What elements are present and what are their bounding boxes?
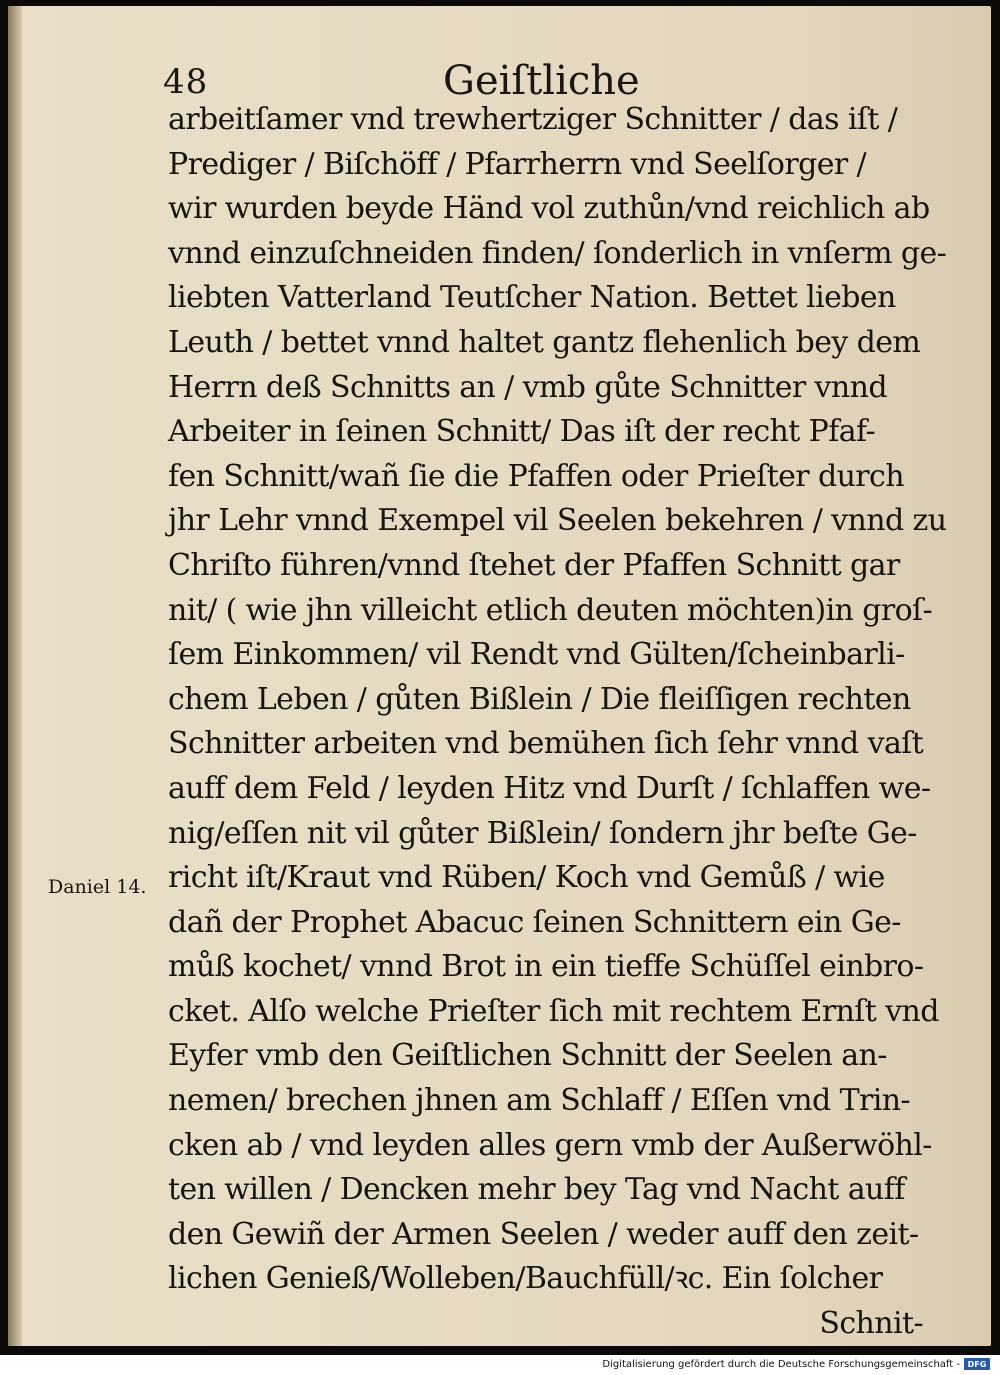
text-line: dañ der Prophet Abacuc ſeinen Schnittern ein Ge- — [168, 904, 901, 940]
text-line: liebten Vatterland Teutſcher Nation. Bettet lieben — [168, 280, 896, 316]
running-head — [8, 52, 991, 102]
text-line: nit/ ( wie jhn villeicht etlich deuten möchten)in groſ- — [168, 592, 933, 628]
text-line: cket. Alſo welche Prieſter ſich mit rechtem Ernſt vnd — [168, 993, 939, 1029]
margin-note: Daniel 14. — [48, 876, 147, 898]
text-line: den Gewiñ der Armen Seelen / weder auff den zeit- — [168, 1216, 919, 1252]
text-line: chem Leben / gůten Bißlein / Die fleiſſigen rechten — [168, 681, 911, 717]
text-line: fen Schnitt/wañ ſie die Pfaffen oder Prieſter durch — [168, 458, 904, 494]
text-line: wir wurden beyde Händ vol zuthůn/vnd reichlich ab — [168, 191, 930, 227]
text-line: vnnd einzuſchneiden finden/ ſonderlich in vnſerm ge- — [168, 235, 947, 271]
text-line: Leuth / bettet vnnd haltet gantz flehenlich bey dem — [168, 324, 921, 360]
catchword: Schnit- — [819, 1306, 923, 1342]
book-page — [8, 6, 991, 1346]
text-line: Prediger / Biſchöff / Pfarrherrn vnd Seelſorger / — [168, 146, 867, 182]
text-line: Herrn deß Schnitts an / vmb gůte Schnitter vnnd — [168, 369, 887, 405]
footer-credit: Digitalisierung gefördert durch die Deutsche Forschungsgemeinschaft - — [602, 1358, 960, 1370]
text-line: richt iſt/Kraut vnd Rüben/ Koch vnd Gemůß / wie — [168, 860, 885, 896]
text-line: jhr Lehr vnnd Exempel vil Seelen bekehren / vnnd zu — [168, 503, 947, 539]
text-line: lichen Genieß/Wolleben/Bauchfüll/ꝛc. Ein ſolcher — [168, 1261, 883, 1297]
running-head-title: Geiſtliche — [443, 58, 640, 104]
text-line: ten willen / Dencken mehr bey Tag vnd Nacht auff — [168, 1172, 905, 1208]
text-line: Eyfer vmb den Geiſtlichen Schnitt der Seelen an- — [168, 1038, 887, 1074]
footer — [602, 1358, 990, 1370]
page-number: 48 — [163, 62, 209, 102]
text-line: arbeitſamer vnd trewhertziger Schnitter / das iſt / — [168, 102, 898, 137]
text-line: auff dem Feld / leyden Hitz vnd Durſt / ſchlaffen we- — [168, 770, 931, 806]
dfg-logo-icon: DFG — [964, 1358, 990, 1370]
body-text — [168, 98, 947, 1347]
text-line: nig/eſſen nit vil gůter Bißlein/ ſondern jhr beſte Ge- — [168, 815, 917, 851]
text-line: Schnitter arbeiten vnd bemühen ſich ſehr vnnd vaſt — [168, 726, 924, 762]
text-line: ſem Einkommen/ vil Rendt vnd Gülten/ſcheinbarli- — [168, 637, 905, 673]
text-line: cken ab / vnd leyden alles gern vmb der Außerwöhl- — [168, 1127, 932, 1163]
text-line: nemen/ brechen jhnen am Schlaff / Eſſen vnd Trin- — [168, 1083, 910, 1119]
text-line: můß kochet/ vnnd Brot in ein tieffe Schüſſel einbro- — [168, 949, 924, 985]
text-line: Arbeiter in ſeinen Schnitt/ Das iſt der recht Pfaf- — [168, 414, 875, 450]
text-line: Chriſto führen/vnnd ſtehet der Pfaffen Schnitt gar — [168, 547, 900, 583]
